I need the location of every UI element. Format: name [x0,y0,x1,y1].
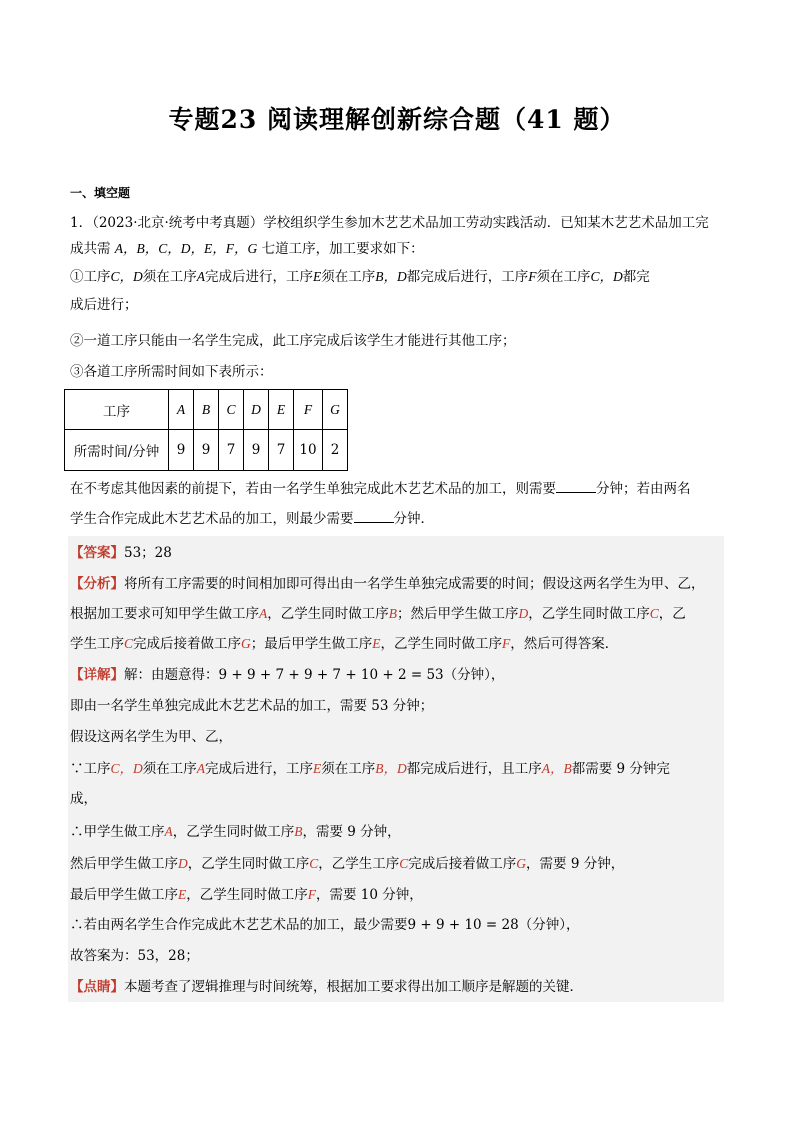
analysis-line-3: 学生工序C完成后接着做工序G；最后甲学生做工序E，乙学生同时做工序F，然后可得答案． [70,636,619,652]
table-cell: B [194,390,219,430]
question-line-1: 1．（2023·北京·统考中考真题）学校组织学生参加木艺艺术品加工劳动实践活动．已知某木艺艺术品加工完 [70,215,709,231]
table-cell: A [169,390,194,430]
letter-list: A，B，C，D，E，F，G [114,241,258,256]
answer-blank-2 [354,508,394,523]
answer-tag: 【答案】 [70,545,124,561]
analysis-line-2: 根据加工要求可知甲学生做工序A，乙学生同时做工序B；然后甲学生做工序D，乙学生同时做工序C，乙 [70,606,686,622]
detail-line-6: ∴甲学生做工序A，乙学生同时做工序B，需要 9 分钟， [70,824,401,840]
answer-blank-1 [556,478,596,493]
table-header-cell: 工序 [65,390,169,430]
table-cell: 10 [294,430,323,471]
table-cell: 2 [323,430,348,471]
question-rule-3: ③各道工序所需时间如下表所示： [70,364,273,380]
table-cell: G [323,390,348,430]
table-cell: 9 [169,430,194,471]
question-rule-2: ②一道工序只能由一名学生完成，此工序完成后该学生才能进行其他工序； [70,333,516,349]
page-title: 专题23 阅读理解创新综合题（41 题） [168,105,626,134]
question-rule-1: ①工序C，D须在工序A完成后进行，工序E须在工序B，D都完成后进行，工序F须在工序C，D都完 [70,269,650,285]
detail-line-1: 【详解】解：由题意得：9 + 9 + 7 + 9 + 7 + 10 + 2 = 53（分钟）， [70,667,505,683]
table-row [65,390,348,430]
table-cell: 9 [244,430,269,471]
table-cell: 9 [194,430,219,471]
detail-line-9: ∴若由两名学生合作完成此木艺艺术品的加工，最少需要9 + 9 + 10 = 28（分钟）， [70,917,580,933]
question-prompt-2: 学生合作完成此木艺艺术品的加工，则最少需要 分钟． [70,508,434,530]
detail-line-3: 假设这两名学生为甲、乙， [70,729,232,745]
table-cell: 7 [269,430,294,471]
detail-line-2: 即由一名学生单独完成此木艺艺术品的加工，需要 53 分钟； [70,698,434,714]
point-line: 【点睛】本题考查了逻辑推理与时间统筹，根据加工要求得出加工顺序是解题的关键． [70,979,583,995]
question-line-2: 成共需 A，B，C，D，E，F，G 七道工序，加工要求如下： [70,241,424,257]
question-prompt-1: 在不考虑其他因素的前提下，若由一名学生单独完成此木艺艺术品的加工，则需要 分钟；若由两名 [70,478,691,500]
analysis-tag: 【分析】 [70,576,124,592]
detail-line-4: ∵工序C，D须在工序A完成后进行，工序E须在工序B，D都完成后进行，且工序A，B都需要 9 分钟完 [70,761,670,777]
table-cell: E [269,390,294,430]
table-row [65,430,348,471]
table-cell: D [244,390,269,430]
table-header-cell: 所需时间/分钟 [65,430,169,471]
time-table [64,389,348,471]
detail-line-5: 成， [70,791,97,807]
detail-line-10: 故答案为：53，28； [70,948,199,964]
detail-tag: 【详解】 [70,667,124,683]
question-rule-1-cont: 成后进行； [70,297,138,313]
analysis-line-1: 【分析】将所有工序需要的时间相加即可得出由一名学生单独完成需要的时间；假设这两名学生为甲、乙， [70,576,705,592]
detail-line-8: 最后甲学生做工序E，乙学生同时做工序F，需要 10 分钟， [70,887,423,903]
point-tag: 【点睛】 [70,979,124,995]
table-cell: F [294,390,323,430]
table-cell: C [219,390,244,430]
detail-line-7: 然后甲学生做工序D，乙学生同时做工序C，乙学生工序C完成后接着做工序G，需要 9 分钟， [70,856,625,872]
table-cell: 7 [219,430,244,471]
section-heading: 一、填空题 [70,186,131,200]
answer-line: 【答案】53；28 [70,545,172,561]
